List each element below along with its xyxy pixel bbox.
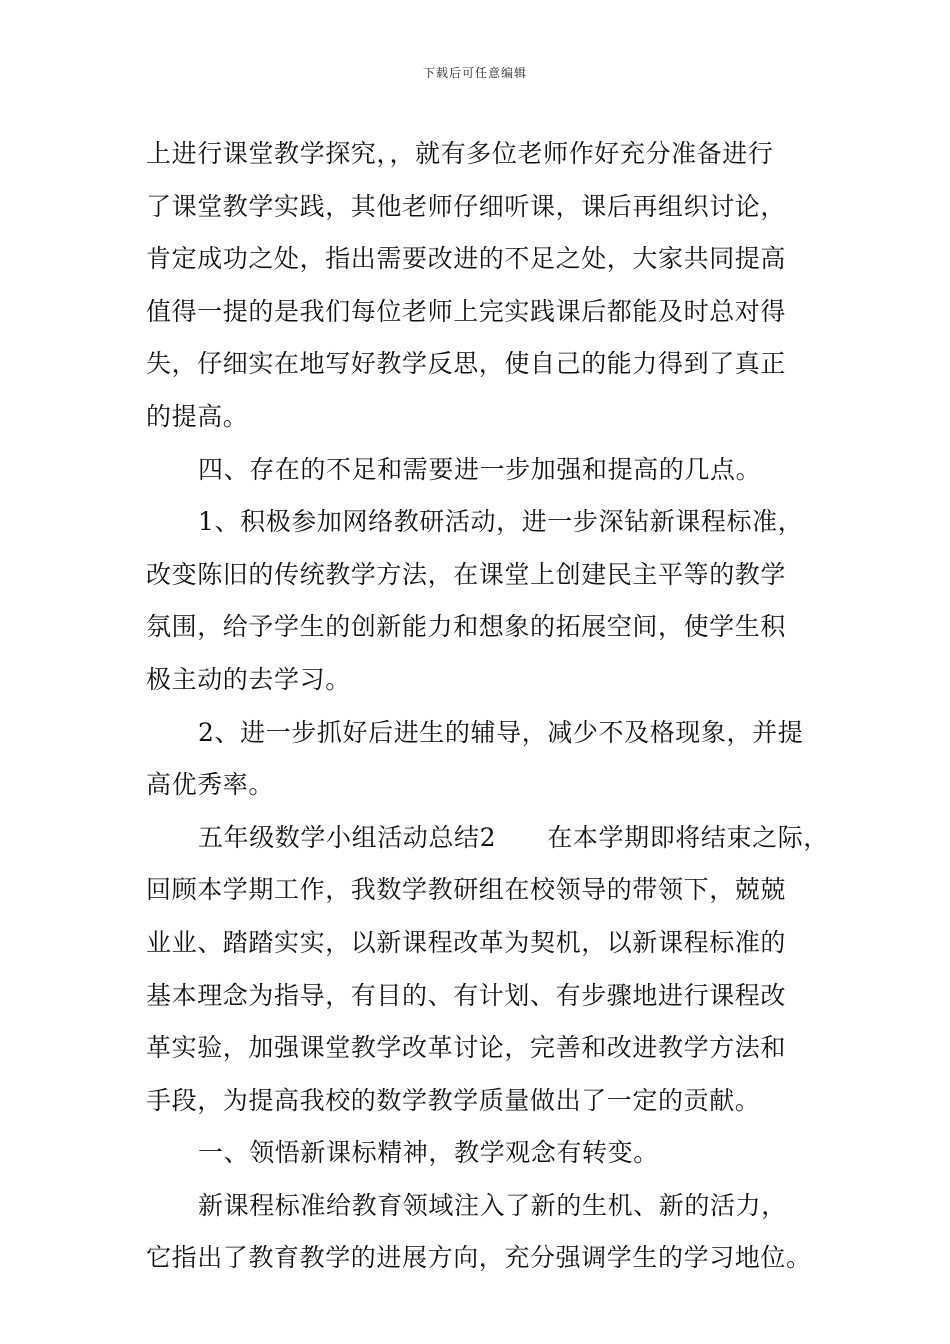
list-item: 1、积极参加网络教研活动，进一步深钻新课程标准， [198,507,804,537]
section-heading: 一、领悟新课标精神，教学观念有转变。 [198,1138,659,1168]
text-line: 了课堂教学实践，其他老师仔细听课，课后再组织讨论， [146,191,787,221]
list-item: 2、进一步抓好后进生的辅导，减少不及格现象，并提 [198,717,804,747]
text-line: 高优秀率。 [146,770,275,800]
text-line: 肯定成功之处，指出需要改进的不足之处，大家共同提高 [146,244,787,274]
page-header: 下载后可任意编辑 [422,66,527,80]
paragraph-start: 新课程标准给教育领域注入了新的生机、新的活力， [198,1190,787,1220]
text-line: 上进行课堂教学探究，，就有多位老师作好充分准备进行 [146,139,774,168]
text-line: 氛围，给予学生的创新能力和想象的拓展空间，使学生积 [146,612,787,642]
text-line: 失，仔细实在地写好教学反思，使自己的能力得到了真正 [146,349,787,379]
text-line: 业业、踏踏实实，以新课程改革为契机，以新课程标准的 [146,927,787,957]
text-line: 手段，为提高我校的数学教学质量做出了一定的贡献。 [146,1085,761,1115]
section-title: 五年级数学小组活动总结2 在本学期即将结束之际， [198,822,829,852]
text-line: 回顾本学期工作，我数学教研组在校领导的带领下，兢兢 [146,875,787,905]
text-line: 它指出了教育教学的进展方向，充分强调学生的学习地位。 [146,1243,812,1273]
text-line: 改变陈旧的传统教学方法，在课堂上创建民主平等的教学 [146,559,787,589]
text-line: 革实验，加强课堂教学改革讨论，完善和改进教学方法和 [146,1033,787,1063]
document-body [146,128,829,1285]
text-line: 值得一提的是我们每位老师上完实践课后都能及时总对得 [146,296,787,326]
text-line: 的提高。 [146,401,249,431]
text-line: 极主动的去学习。 [146,664,351,694]
section-heading: 四、存在的不足和需要进一步加强和提高的几点。 [198,454,762,484]
text-line: 基本理念为指导，有目的、有计划、有步骤地进行课程改 [146,980,787,1010]
